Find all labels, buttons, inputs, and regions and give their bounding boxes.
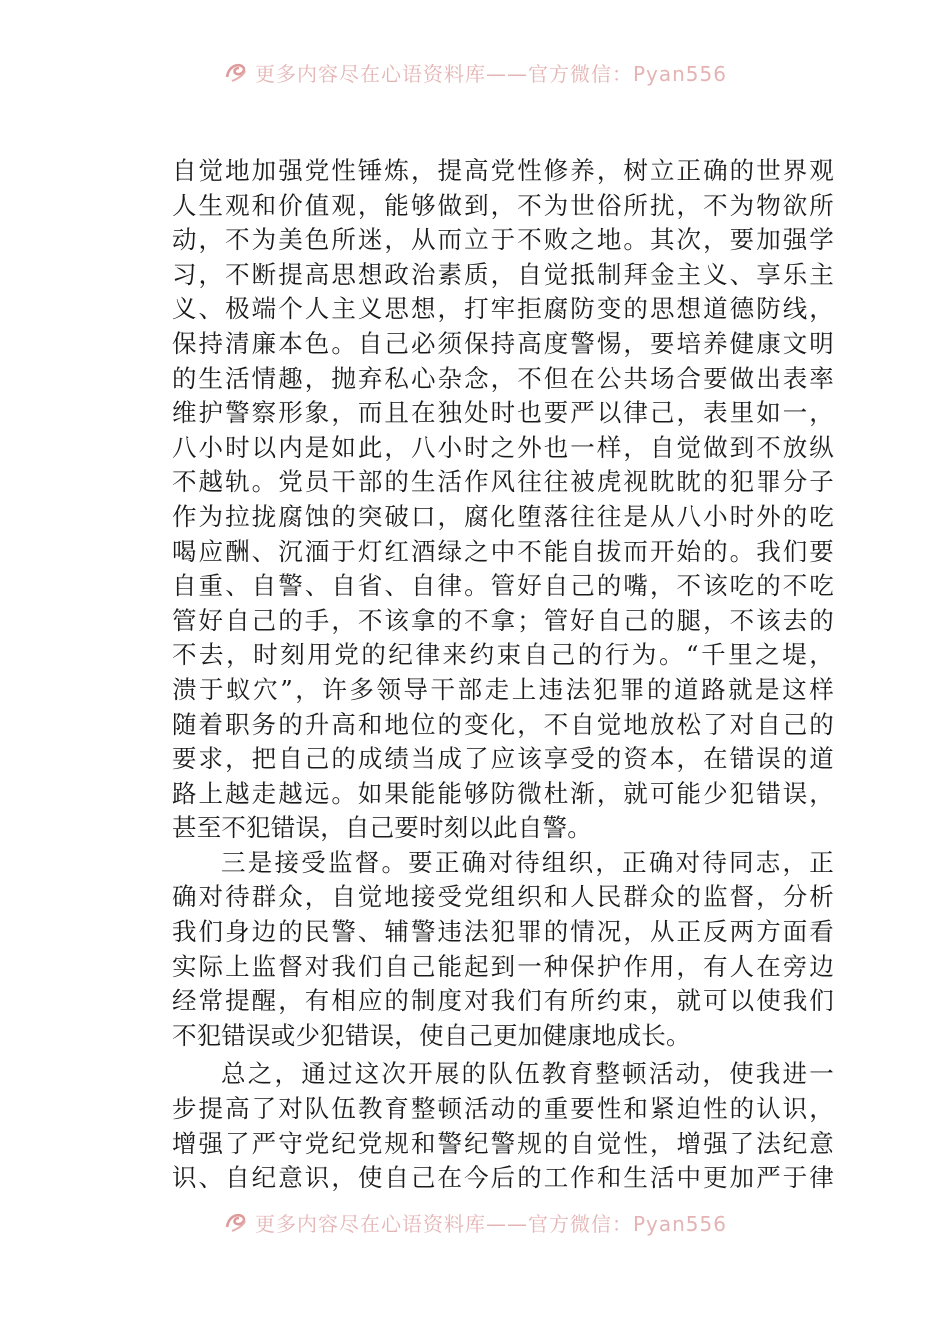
- text-line: 经常提醒，有相应的制度对我们有所约束，就可以使我们: [172, 986, 834, 1016]
- text-line: 习，不断提高思想政治素质，自觉抵制拜金主义、享乐主: [172, 259, 834, 289]
- paragraph-start-line: 三是接受监督。要正确对待组织，正确对待同志，正: [221, 847, 834, 877]
- text-line: 步提高了对队伍教育整顿活动的重要性和紧迫性的认识，: [172, 1094, 834, 1124]
- text-line: 确对待群众，自觉地接受党组织和人民群众的监督，分析: [172, 882, 834, 912]
- text-line: 维护警察形象，而且在独处时也要严以律己，表里如一，: [172, 398, 834, 428]
- text-line: 不犯错误或少犯错误，使自己更加健康地成长。: [172, 1020, 691, 1050]
- document-body: [172, 154, 834, 1196]
- text-line: 要求，把自己的成绩当成了应该享受的资本，在错误的道: [172, 744, 834, 774]
- text-line: 路上越走越远。如果能能够防微杜渐，就可能少犯错误，: [172, 778, 834, 808]
- text-line: 动，不为美色所迷，从而立于不败之地。其次，要加强学: [172, 225, 834, 255]
- text-line: 我们身边的民警、辅警违法犯罪的情况，从正反两方面看: [172, 917, 834, 947]
- watermark-text: 更多内容尽在心语资料库——官方微信：Pyan556: [254, 61, 727, 86]
- text-line: 八小时以内是如此，八小时之外也一样，自觉做到不放纵: [172, 432, 834, 462]
- text-line: 识、自纪意识，使自己在今后的工作和生活中更加严于律: [172, 1163, 834, 1193]
- watermark-text: 更多内容尽在心语资料库——官方微信：Pyan556: [254, 1211, 727, 1236]
- paragraph-start-line: 总之，通过这次开展的队伍教育整顿活动，使我进一: [221, 1059, 834, 1089]
- text-line: 甚至不犯错误，自己要时刻以此自警。: [172, 813, 592, 843]
- text-line: 喝应酬、沉湎于灯红酒绿之中不能自拔而开始的。我们要: [172, 536, 834, 566]
- text-line: 管好自己的手，不该拿的不拿；管好自己的腿，不该去的: [172, 605, 834, 635]
- text-line: 随着职务的升高和地位的变化，不自觉地放松了对自己的: [172, 709, 834, 739]
- text-line: 保持清廉本色。自己必须保持高度警惕，要培养健康文明: [172, 328, 834, 358]
- text-line: 义、极端个人主义思想，打牢拒腐防变的思想道德防线，: [172, 294, 834, 324]
- text-line: 实际上监督对我们自己能起到一种保护作用，有人在旁边: [172, 951, 834, 981]
- text-line: 溃于蚁穴”，许多领导干部走上违法犯罪的道路就是这样: [172, 674, 834, 704]
- footer-watermark: [0, 1202, 950, 1242]
- text-line: 作为拉拢腐蚀的突破口，腐化堕落往往是从八小时外的吃: [172, 501, 834, 531]
- watermark-logo-icon: [223, 1209, 249, 1235]
- text-line: 的生活情趣，抛弃私心杂念，不但在公共场合要做出表率: [172, 363, 834, 393]
- watermark-logo-icon: [223, 59, 249, 85]
- header-watermark: [0, 52, 950, 92]
- text-line: 不越轨。党员干部的生活作风往往被虎视眈眈的犯罪分子: [172, 467, 834, 497]
- text-line: 不去，时刻用党的纪律来约束自己的行为。“千里之堤，: [172, 640, 834, 670]
- text-line: 自重、自警、自省、自律。管好自己的嘴，不该吃的不吃: [172, 571, 834, 601]
- text-line: 人生观和价值观，能够做到，不为世俗所扰，不为物欲所: [172, 190, 834, 220]
- text-line: 自觉地加强党性锤炼，提高党性修养，树立正确的世界观: [172, 156, 834, 185]
- text-line: 增强了严守党纪党规和警纪警规的自觉性，增强了法纪意: [172, 1128, 834, 1158]
